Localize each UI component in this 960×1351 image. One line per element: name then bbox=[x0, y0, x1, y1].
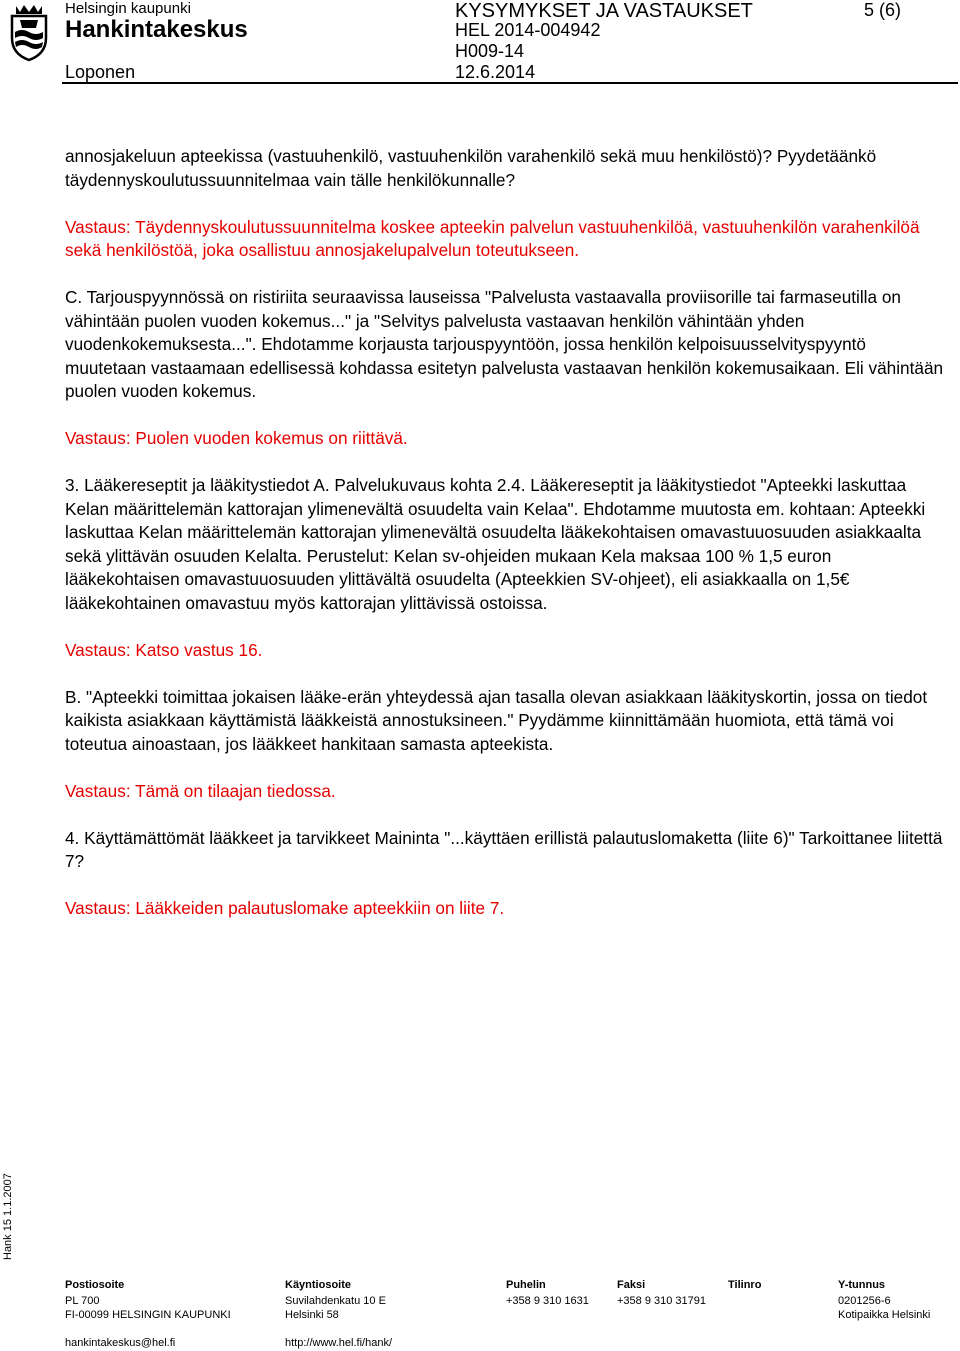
phone-number: +358 9 310 1631 bbox=[506, 1295, 589, 1307]
website-link[interactable]: http://www.hel.fi/hank/ bbox=[285, 1337, 392, 1349]
document-author: Loponen bbox=[65, 62, 136, 82]
answer-paragraph: Vastaus: Katso vastus 16. bbox=[65, 639, 263, 660]
organization-unit: Hankintakeskus bbox=[65, 16, 248, 43]
business-id: 0201256-6 bbox=[838, 1295, 891, 1307]
helsinki-crest-icon bbox=[6, 2, 52, 62]
postal-address-label: Postiosoite bbox=[65, 1279, 125, 1291]
document-code: H009-14 bbox=[455, 41, 525, 61]
document-body bbox=[65, 145, 945, 921]
business-id-label: Y-tunnus bbox=[838, 1279, 886, 1291]
question-paragraph: 3. Lääkereseptit ja lääkitystiedot A. Palvelukuvaus kohta 2.4. Lääkereseptit ja lääkitystiedot "Apteekki laskuttaa Kelan määrittelemän kattorajan ylimenevältä osuudelta vain Kelaa". Ehdotamme muutosta em. kohtaan: Apteekki laskuttaa Kelan määrittelemän kattorajan ylimenevältä osuudelta lääkekohtaisen omavastuuosuuden asiakkaalta sekä ylittävän osuuden Kelalta. Perustelut: Kelan sv-ohjeiden mukaan Kela maksaa 100 % 1,5 euron lääkekohtaisen omavastuuosuuden ylittävältä osuudelta (Apteekkien SV-ohjeet), eli asiakkaalla on 1,5€ lääkekohtainen omavastuu myös kattorajan ylittävissä ostoissa. bbox=[65, 475, 926, 613]
fax-number: +358 9 310 31791 bbox=[617, 1295, 707, 1307]
question-paragraph: 4. Käyttämättömät lääkkeet ja tarvikkeet Maininta "...käyttäen erillistä palautuslomaketta (liite 6)" Tarkoittanee liitettä 7? bbox=[65, 827, 943, 871]
postal-address-line: PL 700 bbox=[65, 1295, 100, 1307]
domicile: Kotipaikka Helsinki bbox=[838, 1309, 931, 1321]
email-link[interactable]: hankintakeskus@hel.fi bbox=[65, 1337, 176, 1349]
fax-label: Faksi bbox=[617, 1279, 646, 1291]
phone-label: Puhelin bbox=[506, 1279, 546, 1291]
document-reference: HEL 2014-004942 bbox=[455, 20, 601, 40]
answer-paragraph: Vastaus: Lääkkeiden palautuslomake apteekkiin on liite 7. bbox=[65, 898, 505, 918]
visiting-address-line: Helsinki 58 bbox=[285, 1309, 339, 1321]
question-paragraph: C. Tarjouspyynnössä on ristiriita seuraavissa lauseissa "Palvelusta vastaavalla proviisorille tai farmaseutilla on vähintään puolen vuoden kokemus..." ja "Selvitys palvelusta vastaavan henkilön vähintään yhden vuodenkokemuksesta...". Ehdotamme korjausta tarjouspyyntöön, jossa henkilön kelpoisuusselvityspyyntö muutetaan vastaamaan edellisessä kohdassa esitetyn palvelusta vastaavan henkilön kokemusaikaan. Eli vähintään puolen vuoden kokemus. bbox=[65, 287, 944, 401]
account-label: Tilinro bbox=[728, 1279, 762, 1291]
visiting-address-label: Käyntiosoite bbox=[285, 1279, 352, 1291]
answer-paragraph: Vastaus: Tämä on tilaajan tiedossa. bbox=[65, 780, 336, 801]
postal-address-line: FI-00099 HELSINGIN KAUPUNKI bbox=[65, 1309, 231, 1321]
visiting-address-line: Suvilahdenkatu 10 E bbox=[285, 1295, 386, 1307]
organization-city: Helsingin kaupunki bbox=[65, 0, 191, 17]
form-code-stamp: Hank 15 1.1.2007 bbox=[2, 1173, 14, 1260]
page-number: 5 (6) bbox=[864, 0, 902, 20]
document-date: 12.6.2014 bbox=[455, 62, 536, 82]
question-paragraph: B. "Apteekki toimittaa jokaisen lääke-erän yhteydessä ajan tasalla olevan asiakkaan lääkityskortin, jossa on tiedot kaikista asiakkaan käyttämistä lääkkeistä annostuksineen." Pyydämme kiinnittämään huomiota, että tämä voi toteutua ainoastaan, jos lääkkeet hankitaan samasta apteekista. bbox=[65, 686, 928, 754]
question-paragraph: annosjakeluun apteekissa (vastuuhenkilö, vastuuhenkilön varahenkilö sekä muu henkilöstö)? Pyydetäänkö täydennyskoulutussuunnitelmaa vain tälle henkilökunnalle? bbox=[65, 146, 877, 190]
answer-paragraph: Vastaus: Puolen vuoden kokemus on riittävä. bbox=[65, 428, 408, 448]
answer-paragraph: Vastaus: Täydennyskoulutussuunnitelma koskee apteekin palvelun vastuuhenkilöä, vastuuhenkilön varahenkilöä sekä henkilöstöä, joka osallistuu annosjakelupalvelun toteutukseen. bbox=[65, 216, 920, 260]
document-title: KYSYMYKSET JA VASTAUKSET bbox=[455, 0, 753, 22]
header-divider bbox=[62, 82, 958, 84]
